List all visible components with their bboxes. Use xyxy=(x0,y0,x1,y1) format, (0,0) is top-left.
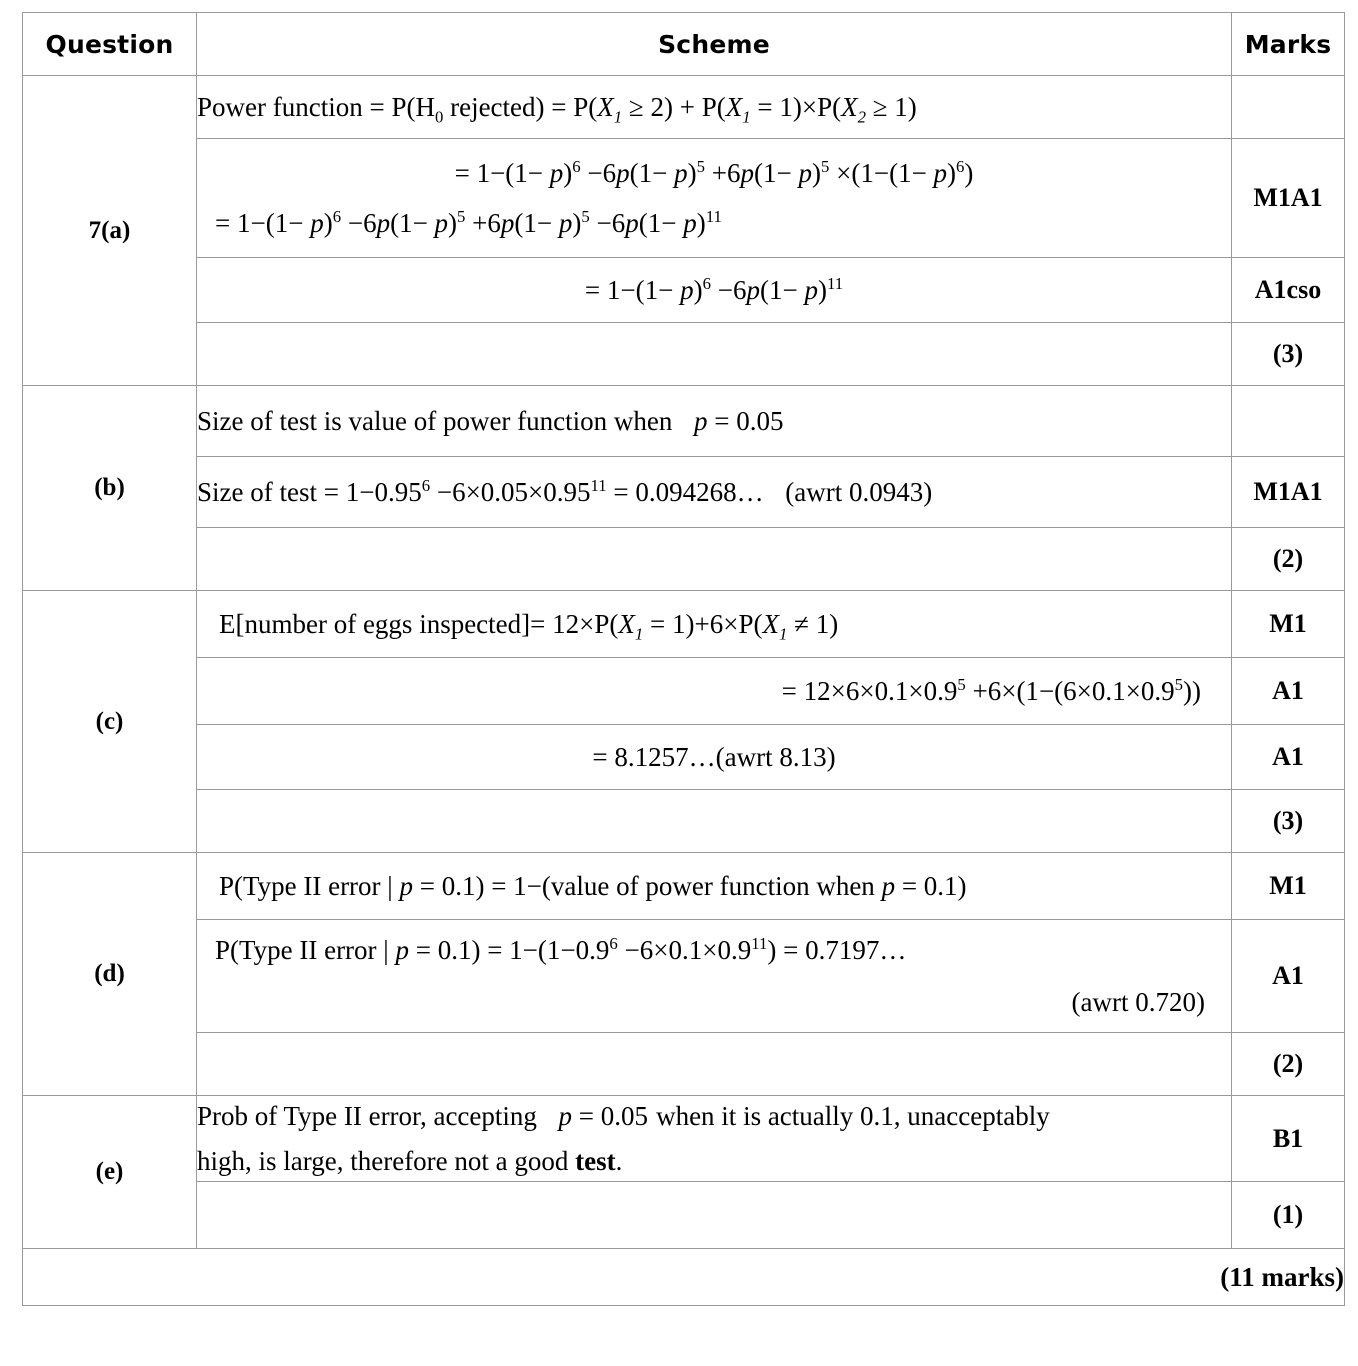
table-row xyxy=(23,1182,1345,1249)
table-row xyxy=(23,1096,1345,1182)
question-label-d: (d) xyxy=(23,853,197,1096)
table-header xyxy=(23,13,1345,76)
marks-cell-b2: M1A1 xyxy=(1232,457,1345,528)
marks-cell-a3: A1cso xyxy=(1232,258,1345,323)
question-label-c: (c) xyxy=(23,591,197,853)
table-row xyxy=(23,139,1345,258)
table-body xyxy=(23,76,1345,1306)
table-row xyxy=(23,528,1345,591)
math-expected-eggs-result: = 8.1257…(awrt 8.13) xyxy=(592,741,836,772)
marks-cell-a1 xyxy=(1232,76,1345,139)
table-row xyxy=(23,386,1345,457)
marks-cell-b1 xyxy=(1232,386,1345,457)
marks-cell-e-total: (1) xyxy=(1232,1182,1345,1249)
math-expected-eggs-numeric: = $12\times 6\times 0.1\times 0.9^5 +6\times(1-(6\times 0.1\times 0.9^5))$ xyxy=(781,674,1201,706)
marks-cell-d2: A1 xyxy=(1232,920,1345,1033)
math-simplified-power: = $1-(1- p)^6 -6p(1- p)^{11}$ xyxy=(584,273,844,305)
scheme-cell-a2 xyxy=(197,139,1232,258)
scheme-cell-d2 xyxy=(197,920,1232,1033)
marks-cell-c1: M1 xyxy=(1232,591,1345,658)
scheme-cell-a3 xyxy=(197,258,1232,323)
table-row-total xyxy=(23,1249,1345,1306)
marks-cell-b-total: (2) xyxy=(1232,528,1345,591)
scheme-cell-c1 xyxy=(197,591,1232,658)
header-question: Question xyxy=(23,13,197,76)
comment-line-2: high, is large, therefore not a good test. xyxy=(197,1145,623,1176)
question-label-b: (b) xyxy=(23,386,197,591)
question-label-a: 7(a) xyxy=(23,76,197,386)
math-expected-eggs: E[number of eggs inspected]= $12\times P(X_1 = 1)+6\times P(X_1 \ne 1)$ xyxy=(219,608,839,644)
scheme-cell-b2 xyxy=(197,457,1232,528)
math-type-ii-numeric: P(Type II error | $p = 0.1) = 1-(1-0.9^6 -6\times 0.1\times 0.9^{11})$ = 0.7197… xyxy=(215,933,907,965)
header-scheme: Scheme xyxy=(197,13,1232,76)
marks-cell-e1: B1 xyxy=(1232,1096,1345,1182)
table-row xyxy=(23,658,1345,725)
scheme-cell-e-blank xyxy=(197,1182,1232,1249)
marks-cell-a2: M1A1 xyxy=(1232,139,1345,258)
table-row xyxy=(23,725,1345,790)
header-marks: Marks xyxy=(1232,13,1345,76)
table-row xyxy=(23,258,1345,323)
table-row xyxy=(23,323,1345,386)
table-row xyxy=(23,76,1345,139)
scheme-cell-c-blank xyxy=(197,790,1232,853)
math-expansion-line2: = $1-(1- p)^6 -6p(1- p)^5 +6p(1- p)^5 -6p(1- p)^{11}$ xyxy=(215,207,722,238)
scheme-cell-a1 xyxy=(197,76,1232,139)
table-row xyxy=(23,853,1345,920)
math-size-definition: Size of test is value of power function when p = 0.05 xyxy=(197,405,784,436)
scheme-cell-d1 xyxy=(197,853,1232,920)
table-row xyxy=(23,457,1345,528)
table-row xyxy=(23,591,1345,658)
marks-cell-c2: A1 xyxy=(1232,658,1345,725)
marks-cell-a-total: (3) xyxy=(1232,323,1345,386)
math-expansion-line1: = $1-(1- p)^6 -6p(1- p)^5 +6p(1- p)^5 \times(1-(1- p)^6)$ xyxy=(454,156,974,188)
grand-total-marks: (11 marks) xyxy=(23,1249,1345,1306)
table-row xyxy=(23,790,1345,853)
table-row xyxy=(23,920,1345,1033)
marks-cell-c-total: (3) xyxy=(1232,790,1345,853)
mark-scheme-table xyxy=(22,12,1345,1306)
comment-bold-test: test xyxy=(575,1145,616,1176)
scheme-cell-b1 xyxy=(197,386,1232,457)
header-row xyxy=(23,13,1345,76)
math-power-function: Power function = $P(H_0$ rejected) = $P(X_1 \ge 2) + P(X_1 = 1)\times P(X_2 \ge 1)$ xyxy=(197,91,917,127)
scheme-cell-d-blank xyxy=(197,1033,1232,1096)
math-type-ii-definition: P(Type II error | p = 0.1) = 1−(value of power function when p = 0.1) xyxy=(219,870,967,901)
marks-cell-c3: A1 xyxy=(1232,725,1345,790)
marks-cell-d1: M1 xyxy=(1232,853,1345,920)
scheme-cell-c3 xyxy=(197,725,1232,790)
scheme-cell-e1 xyxy=(197,1096,1232,1182)
question-label-e: (e) xyxy=(23,1096,197,1249)
awrt-annotation-d: (awrt 0.720) xyxy=(1071,987,1205,1017)
table-row xyxy=(23,1033,1345,1096)
math-size-of-test: Size of test = $1-0.95^6 -6\times 0.05\times 0.95^{11}$ = 0.094268… (awrt 0.0943) xyxy=(197,475,933,507)
scheme-cell-c2 xyxy=(197,658,1232,725)
scheme-cell-b-blank xyxy=(197,528,1232,591)
marks-cell-d-total: (2) xyxy=(1232,1033,1345,1096)
scheme-cell-a-blank xyxy=(197,323,1232,386)
comment-line-1: Prob of Type II error, accepting p = 0.05 when it is actually 0.1, unacceptably xyxy=(197,1101,1050,1131)
